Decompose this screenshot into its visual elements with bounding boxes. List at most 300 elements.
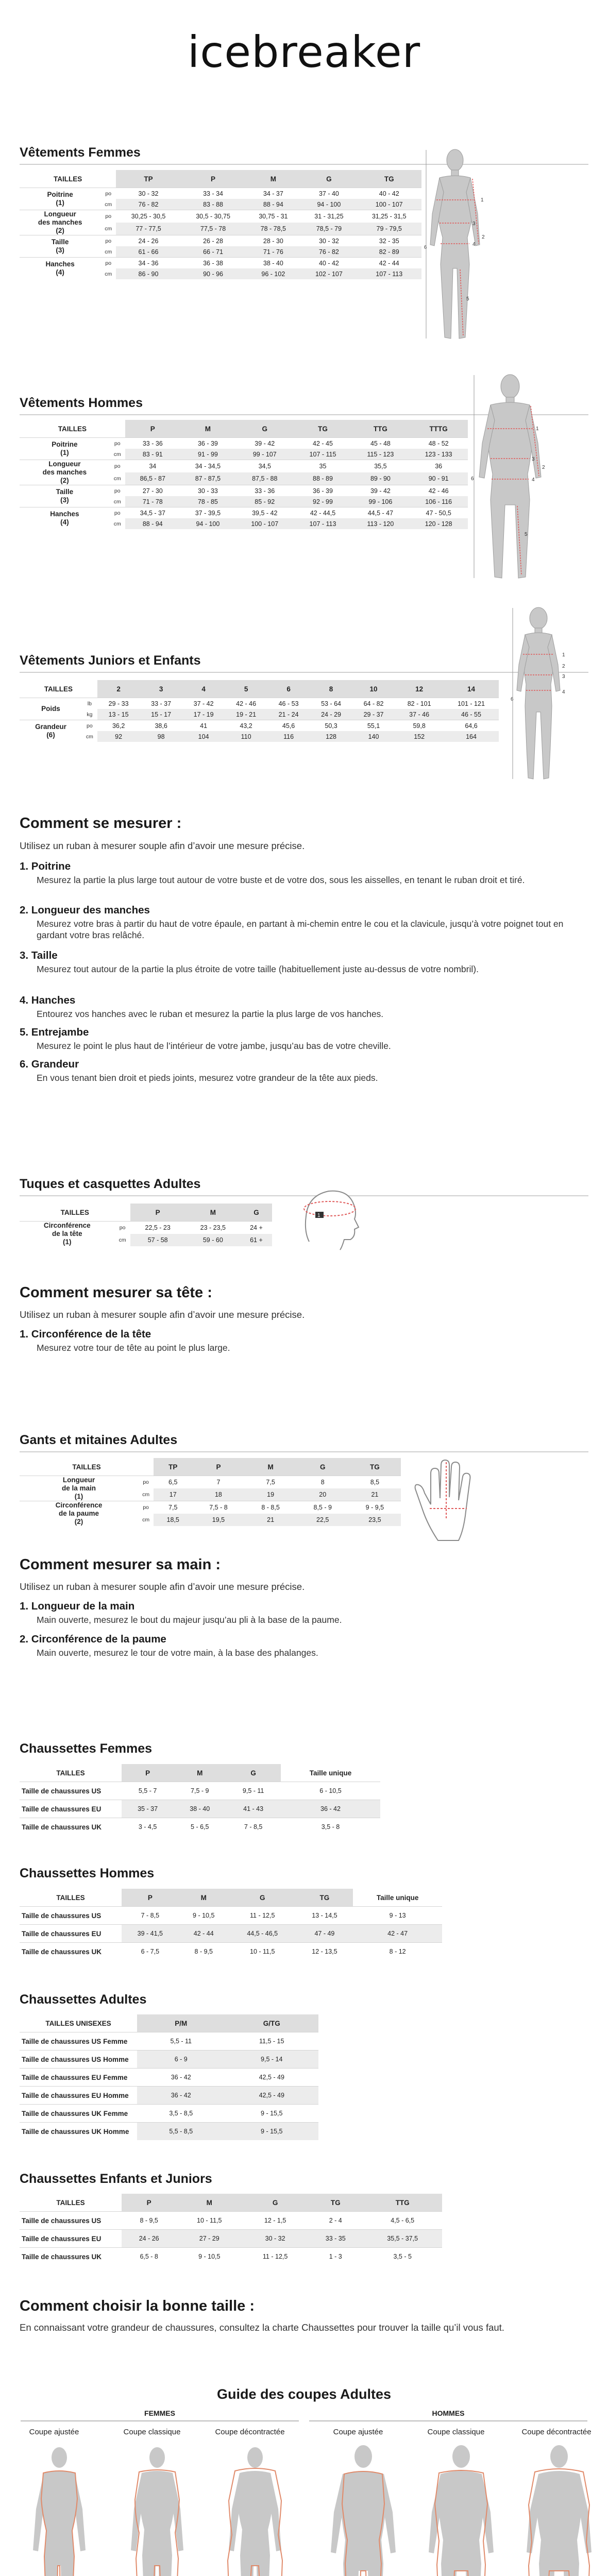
table-cell: 6 - 10,5 xyxy=(281,1782,380,1800)
table-cell: 8 xyxy=(297,1476,349,1489)
table-cell: 34 - 34,5 xyxy=(180,460,235,473)
marker-2: 2 xyxy=(482,234,485,240)
table-row xyxy=(20,258,421,269)
choose-text: En connaissant votre grandeur de chaussures, consultez la charte Chaussettes pour trouver la taille qu’il vous faut. xyxy=(20,2322,504,2333)
kids-figure xyxy=(502,603,585,788)
row-label: Taille de chaussures EU xyxy=(20,1925,122,1943)
table-cell: 26 - 28 xyxy=(181,235,246,247)
table-cell: 13 - 14,5 xyxy=(296,1907,353,1925)
unit-label: lb xyxy=(82,698,97,709)
table-cell: 30 - 33 xyxy=(180,485,235,497)
table-cell: 37 - 42 xyxy=(182,698,225,709)
table-header-row xyxy=(20,170,421,188)
column-header: G xyxy=(301,170,357,188)
table-cell: 9 - 9,5 xyxy=(349,1501,401,1514)
head-measure-item-title: 1. Circonférence de la tête xyxy=(20,1328,151,1340)
column-header: P xyxy=(122,2194,176,2212)
table-cell: 37 - 40 xyxy=(301,188,357,199)
column-header: TAILLES xyxy=(20,1458,154,1476)
table-cell: 45,6 xyxy=(267,720,310,732)
table-cell: 6,5 xyxy=(154,1476,192,1489)
table-cell: 34 xyxy=(125,460,180,473)
column-header: M xyxy=(180,420,235,438)
table-cell: 64,6 xyxy=(444,720,499,732)
table-cell: 8,5 xyxy=(349,1476,401,1489)
table-cell: 24 - 26 xyxy=(122,2230,176,2248)
table-header-row xyxy=(20,2014,318,2032)
unit-label: po xyxy=(82,720,97,732)
table-cell: 40 - 42 xyxy=(357,188,421,199)
marker-3: 3 xyxy=(562,674,565,680)
table-cell: 71 - 76 xyxy=(245,246,301,258)
table-cell: 19,5 xyxy=(192,1514,244,1526)
table-cell: 86 - 90 xyxy=(116,268,181,279)
table-cell: 21 xyxy=(349,1488,401,1501)
table-cell: 27 - 30 xyxy=(125,485,180,497)
table-cell: 39,5 - 42 xyxy=(235,507,294,519)
row-label: Taille de chaussures US xyxy=(20,2212,122,2230)
table-cell: 77 - 77,5 xyxy=(116,223,181,235)
measure-item-desc: Mesurez le point le plus haut de l’intérieur de votre jambe, jusqu’au bas de votre cheville. xyxy=(37,1041,391,1051)
table-cell: 7,5 xyxy=(245,1476,297,1489)
unit-label: cm xyxy=(113,451,121,457)
table-cell: 89 - 90 xyxy=(351,472,409,485)
column-header: 4 xyxy=(182,680,225,698)
unit-label: cm xyxy=(113,520,121,527)
row-label: Circonférence de la tête (1) xyxy=(20,1222,115,1247)
unit-label: cm xyxy=(142,1517,150,1523)
column-header: P xyxy=(125,420,180,438)
table-cell: 8 - 12 xyxy=(353,1943,442,1961)
table-header-row xyxy=(20,1889,442,1907)
table-cell: 90 - 96 xyxy=(181,268,246,279)
row-label: Hanches (4) xyxy=(20,258,100,280)
table-cell: 41 - 43 xyxy=(226,1800,281,1818)
table-row xyxy=(20,188,421,199)
column-header: P xyxy=(122,1889,179,1907)
column-header: TG xyxy=(294,420,352,438)
table-cell: 3,5 - 5 xyxy=(363,2248,442,2266)
table-cell: 53 - 64 xyxy=(310,698,352,709)
column-header: G xyxy=(297,1458,349,1476)
table-cell: 28 - 30 xyxy=(245,235,301,247)
unit-label: po xyxy=(138,1476,154,1489)
table-cell: 34,5 - 37 xyxy=(125,507,180,519)
unit-label: po xyxy=(110,485,125,497)
gloves-title: Gants et mitaines Adultes xyxy=(20,1433,178,1447)
table-cell: 30,25 - 30,5 xyxy=(116,210,181,223)
table-cell: 37 - 39,5 xyxy=(180,507,235,519)
table-cell: 20 xyxy=(297,1488,349,1501)
table-row xyxy=(20,507,468,519)
table-cell: 123 - 133 xyxy=(409,449,468,460)
row-label: Taille de chaussures UK xyxy=(20,2248,122,2266)
table-cell: 5 - 6,5 xyxy=(174,1818,226,1836)
table-cell: 100 - 107 xyxy=(235,518,294,529)
column-header: TTTG xyxy=(409,420,468,438)
table-cell: 47 - 49 xyxy=(296,1925,353,1943)
column-header: 12 xyxy=(395,680,444,698)
table-cell: 61 - 66 xyxy=(116,246,181,258)
table-cell: 46 - 55 xyxy=(444,709,499,720)
head-measure-item-desc: Mesurez votre tour de tête au point le plus large. xyxy=(37,1343,230,1353)
table-cell: 42 - 44 xyxy=(357,258,421,269)
table-cell: 2 - 4 xyxy=(308,2212,363,2230)
column-header: 8 xyxy=(310,680,352,698)
table-cell: 30 - 32 xyxy=(116,188,181,199)
divider xyxy=(20,1451,588,1452)
unit-label: cm xyxy=(105,270,112,277)
table-cell: 107 - 113 xyxy=(294,518,352,529)
column-header: P xyxy=(122,1764,174,1782)
table-cell: 78 - 78,5 xyxy=(245,223,301,235)
table-cell: 120 - 128 xyxy=(409,518,468,529)
table-cell: 12 - 1,5 xyxy=(242,2212,308,2230)
column-header: Taille unique xyxy=(281,1764,380,1782)
table-cell: 35 - 37 xyxy=(122,1800,174,1818)
table-row xyxy=(20,438,468,449)
measure-item-desc: Mesurez tout autour de la partie la plus étroite de votre taille (habituellement juste au-dessus de votre nombril). xyxy=(37,964,479,974)
row-label: Poitrine (1) xyxy=(20,438,110,460)
table-cell: 10 - 11,5 xyxy=(176,2212,242,2230)
column-header: P xyxy=(181,170,246,188)
table-cell: 164 xyxy=(444,731,499,742)
column-header: M xyxy=(245,1458,297,1476)
table-row xyxy=(20,235,421,247)
hats-title: Tuques et casquettes Adultes xyxy=(20,1177,201,1191)
table-cell: 3 - 4,5 xyxy=(122,1818,174,1836)
fit-label: Coupe classique xyxy=(123,2428,181,2436)
table-row xyxy=(20,460,468,473)
table-cell: 96 - 102 xyxy=(245,268,301,279)
row-label: Longueur de la main (1) xyxy=(20,1476,138,1501)
column-header: G xyxy=(242,2194,308,2212)
table-cell: 77,5 - 78 xyxy=(181,223,246,235)
column-header: P xyxy=(130,1204,185,1222)
table-cell: 39 - 42 xyxy=(235,438,294,449)
table-cell: 92 xyxy=(97,731,140,742)
table-cell: 35,5 xyxy=(351,460,409,473)
table-cell: 92 - 99 xyxy=(294,496,352,507)
table-cell: 8,5 - 9 xyxy=(297,1501,349,1514)
table-row xyxy=(20,2069,318,2087)
unit-label: cm xyxy=(119,1237,126,1244)
column-header: M xyxy=(185,1204,241,1222)
measure-item-desc: En vous tenant bien droit et pieds joints, mesurez votre grandeur de la tête aux pieds. xyxy=(37,1073,378,1083)
table-row xyxy=(20,720,499,732)
table-cell: 87 - 87,5 xyxy=(180,472,235,485)
table-cell: 78,5 - 79 xyxy=(301,223,357,235)
row-label: Taille de chaussures UK Femme xyxy=(20,2105,137,2123)
column-header: M xyxy=(179,1889,229,1907)
table-cell: 100 - 107 xyxy=(357,199,421,210)
hand-measure-item-title: 2. Circonférence de la paume xyxy=(20,1633,166,1645)
table-cell: 35 xyxy=(294,460,352,473)
table-cell: 9 - 10,5 xyxy=(176,2248,242,2266)
measure-item-title: 2. Longueur des manches xyxy=(20,904,150,916)
table-row xyxy=(20,1818,380,1836)
table-row xyxy=(20,2123,318,2141)
column-header: TG xyxy=(349,1458,401,1476)
table-cell: 24 - 26 xyxy=(116,235,181,247)
unit-label: cm xyxy=(113,476,121,482)
table-cell: 11 - 12,5 xyxy=(229,1907,296,1925)
table-cell: 140 xyxy=(352,731,395,742)
row-label: Taille de chaussures US xyxy=(20,1907,122,1925)
fit-men-label: HOMMES xyxy=(309,2409,587,2421)
table-cell: 5,5 - 8,5 xyxy=(137,2123,225,2141)
table-cell: 106 - 116 xyxy=(409,496,468,507)
socks-adults-table xyxy=(20,2014,318,2140)
table-cell: 42 - 47 xyxy=(353,1925,442,1943)
table-cell: 42,5 - 49 xyxy=(225,2087,319,2105)
table-row xyxy=(20,2105,318,2123)
women-title: Vêtements Femmes xyxy=(20,145,141,160)
unit-label: cm xyxy=(105,248,112,255)
measure-item-title: 6. Grandeur xyxy=(20,1058,79,1070)
column-header: TAILLES xyxy=(20,1764,122,1782)
table-cell: 116 xyxy=(267,731,310,742)
table-cell: 9 - 15,5 xyxy=(225,2105,319,2123)
unit-label: po xyxy=(110,438,125,449)
table-cell: 23 - 23,5 xyxy=(185,1222,241,1234)
column-header: G xyxy=(241,1204,272,1222)
table-cell: 8 - 9,5 xyxy=(122,2212,176,2230)
column-header: TG xyxy=(357,170,421,188)
table-cell: 29 - 33 xyxy=(97,698,140,709)
measure-intro: Utilisez un ruban à mesurer souple afin d’avoir une mesure précise. xyxy=(20,840,305,851)
hand-measure-item-desc: Main ouverte, mesurez le bout du majeur jusqu’au pli à la base de la paume. xyxy=(37,1615,342,1625)
table-cell: 7 - 8,5 xyxy=(122,1907,179,1925)
table-row xyxy=(20,485,468,497)
marker-4: 4 xyxy=(532,477,535,483)
row-label: Taille de chaussures EU xyxy=(20,2230,122,2248)
marker-2: 2 xyxy=(542,465,545,470)
row-label: Longueur des manches (2) xyxy=(20,460,110,485)
head-diagram xyxy=(289,1180,371,1252)
table-cell: 12 - 13,5 xyxy=(296,1943,353,1961)
table-cell: 57 - 58 xyxy=(130,1234,185,1246)
socks-kids-title: Chaussettes Enfants et Juniors xyxy=(20,2172,212,2186)
table-cell: 99 - 107 xyxy=(235,449,294,460)
table-row xyxy=(20,1222,272,1234)
socks-men-table xyxy=(20,1889,442,1960)
table-row xyxy=(20,709,499,720)
table-cell: 42 - 45 xyxy=(294,438,352,449)
gloves-size-table xyxy=(20,1458,401,1526)
column-header: TAILLES xyxy=(20,1204,130,1222)
table-cell: 35,5 - 37,5 xyxy=(363,2230,442,2248)
table-cell: 115 - 123 xyxy=(351,449,409,460)
table-cell: 40 - 42 xyxy=(301,258,357,269)
table-row xyxy=(20,2230,442,2248)
column-header: G/TG xyxy=(225,2014,319,2032)
table-cell: 7,5 xyxy=(154,1501,192,1514)
table-cell: 41 xyxy=(182,720,225,732)
hand-measure-heading: Comment mesurer sa main : xyxy=(20,1556,221,1573)
marker-1: 1 xyxy=(481,197,484,203)
fit-figures xyxy=(10,2442,598,2576)
table-cell: 42,5 - 49 xyxy=(225,2069,319,2087)
table-cell: 24 - 29 xyxy=(310,709,352,720)
table-row xyxy=(20,1476,401,1489)
table-cell: 10 - 11,5 xyxy=(229,1943,296,1961)
table-cell: 83 - 91 xyxy=(125,449,180,460)
unit-label: cm xyxy=(142,1492,150,1498)
table-cell: 38 - 40 xyxy=(245,258,301,269)
table-cell: 36 - 39 xyxy=(294,485,352,497)
table-cell: 91 - 99 xyxy=(180,449,235,460)
table-cell: 90 - 91 xyxy=(409,472,468,485)
fit-label: Coupe ajustée xyxy=(333,2428,383,2436)
table-cell: 128 xyxy=(310,731,352,742)
unit-label: po xyxy=(100,210,116,223)
table-header-row xyxy=(20,1458,401,1476)
table-cell: 29 - 37 xyxy=(352,709,395,720)
table-cell: 8 - 9,5 xyxy=(179,1943,229,1961)
table-cell: 19 xyxy=(245,1488,297,1501)
table-cell: 38 - 40 xyxy=(174,1800,226,1818)
socks-women-title: Chaussettes Femmes xyxy=(20,1741,153,1756)
row-label: Hanches (4) xyxy=(20,507,110,530)
row-label: Circonférence de la paume (2) xyxy=(20,1501,138,1527)
table-cell: 21 - 24 xyxy=(267,709,310,720)
table-cell: 39 - 42 xyxy=(351,485,409,497)
row-label: Longueur des manches (2) xyxy=(20,210,100,235)
table-row xyxy=(20,2050,318,2069)
men-figure xyxy=(459,371,562,587)
table-cell: 31,25 - 31,5 xyxy=(357,210,421,223)
column-header: M xyxy=(174,1764,226,1782)
table-cell: 9 - 13 xyxy=(353,1907,442,1925)
table-cell: 83 - 88 xyxy=(181,199,246,210)
unit-label: kg xyxy=(87,711,93,718)
kids-title: Vêtements Juniors et Enfants xyxy=(20,653,201,668)
column-header: TAILLES xyxy=(20,420,125,438)
socks-kids-table xyxy=(20,2194,442,2265)
measure-item-desc: Mesurez votre bras à partir du haut de votre épaule, en partant à mi-chemin entre le cou et la clavicule, jusqu’à votre poignet tout en gardant votre bras relâché. xyxy=(37,919,564,940)
table-cell: 23,5 xyxy=(349,1514,401,1526)
marker-6: 6 xyxy=(471,476,474,482)
column-header: 3 xyxy=(140,680,182,698)
table-header-row xyxy=(20,1764,380,1782)
table-cell: 1 - 3 xyxy=(308,2248,363,2266)
table-cell: 30,5 - 30,75 xyxy=(181,210,246,223)
table-cell: 88 - 94 xyxy=(245,199,301,210)
table-cell: 45 - 48 xyxy=(351,438,409,449)
table-cell: 104 xyxy=(182,731,225,742)
table-row xyxy=(20,210,421,223)
table-cell: 59,8 xyxy=(395,720,444,732)
unit-label: po xyxy=(110,460,125,473)
table-cell: 44,5 - 47 xyxy=(351,507,409,519)
table-cell: 42 - 46 xyxy=(409,485,468,497)
marker-5: 5 xyxy=(525,532,528,537)
hand-measure-item-title: 1. Longueur de la main xyxy=(20,1600,135,1612)
column-header: 14 xyxy=(444,680,499,698)
men-size-table xyxy=(20,420,468,529)
table-cell: 98 xyxy=(140,731,182,742)
measure-item-title: 3. Taille xyxy=(20,950,58,961)
table-row xyxy=(20,2087,318,2105)
table-row xyxy=(20,698,499,709)
table-cell: 36 - 39 xyxy=(180,438,235,449)
marker-6: 6 xyxy=(511,697,514,702)
row-label: Grandeur (6) xyxy=(20,720,82,742)
table-cell: 8 - 8,5 xyxy=(245,1501,297,1514)
unit-label: po xyxy=(110,507,125,519)
table-cell: 3,5 - 8,5 xyxy=(137,2105,225,2123)
table-header-row xyxy=(20,1204,272,1222)
marker-6: 6 xyxy=(424,245,427,250)
table-cell: 61 + xyxy=(241,1234,272,1246)
table-cell: 107 - 115 xyxy=(294,449,352,460)
row-label: Taille de chaussures US xyxy=(20,1782,122,1800)
table-cell: 87,5 - 88 xyxy=(235,472,294,485)
column-header: TAILLES xyxy=(20,1889,122,1907)
men-title: Vêtements Hommes xyxy=(20,396,143,410)
measure-heading: Comment se mesurer : xyxy=(20,815,182,832)
brand-logo: icebreaker xyxy=(187,27,421,77)
table-row xyxy=(20,2212,442,2230)
table-header-row xyxy=(20,2194,442,2212)
table-cell: 36 - 42 xyxy=(137,2069,225,2087)
row-label: Taille de chaussures UK xyxy=(20,1943,122,1961)
column-header: TP xyxy=(154,1458,192,1476)
table-cell: 39 - 41,5 xyxy=(122,1925,179,1943)
table-row xyxy=(20,2032,318,2050)
table-row xyxy=(20,731,499,742)
fit-guide-title: Guide des coupes Adultes xyxy=(216,2386,392,2402)
measure-item-title: 5. Entrejambe xyxy=(20,1026,89,1038)
fit-label: Coupe ajustée xyxy=(29,2428,79,2436)
women-figure xyxy=(410,146,502,347)
table-cell: 7 - 8,5 xyxy=(226,1818,281,1836)
column-header: TG xyxy=(308,2194,363,2212)
column-header: Taille unique xyxy=(353,1889,442,1907)
table-cell: 9,5 - 11 xyxy=(226,1782,281,1800)
table-cell: 82 - 89 xyxy=(357,246,421,258)
table-cell: 27 - 29 xyxy=(176,2230,242,2248)
table-cell: 42 - 44 xyxy=(179,1925,229,1943)
table-cell: 33 - 34 xyxy=(181,188,246,199)
table-cell: 36 xyxy=(409,460,468,473)
table-row xyxy=(20,1925,442,1943)
table-row xyxy=(20,1782,380,1800)
column-header: TTG xyxy=(351,420,409,438)
table-cell: 86,5 - 87 xyxy=(125,472,180,485)
column-header: 10 xyxy=(352,680,395,698)
table-cell: 11 - 12,5 xyxy=(242,2248,308,2266)
marker-2: 2 xyxy=(562,664,565,669)
head-measure-intro: Utilisez un ruban à mesurer souple afin d’avoir une mesure précise. xyxy=(20,1309,305,1320)
table-row xyxy=(20,1943,442,1961)
column-header: TAILLES xyxy=(20,680,97,698)
table-cell: 101 - 121 xyxy=(444,698,499,709)
column-header: G xyxy=(226,1764,281,1782)
table-cell: 71 - 78 xyxy=(125,496,180,507)
table-cell: 42 - 44,5 xyxy=(294,507,352,519)
table-cell: 48 - 52 xyxy=(409,438,468,449)
table-cell: 110 xyxy=(225,731,267,742)
table-cell: 18 xyxy=(192,1488,244,1501)
table-cell: 9 - 10,5 xyxy=(179,1907,229,1925)
table-cell: 152 xyxy=(395,731,444,742)
table-cell: 42 - 46 xyxy=(225,698,267,709)
table-cell: 6,5 - 8 xyxy=(122,2248,176,2266)
table-row xyxy=(20,1907,442,1925)
row-label: Poitrine (1) xyxy=(20,188,100,210)
